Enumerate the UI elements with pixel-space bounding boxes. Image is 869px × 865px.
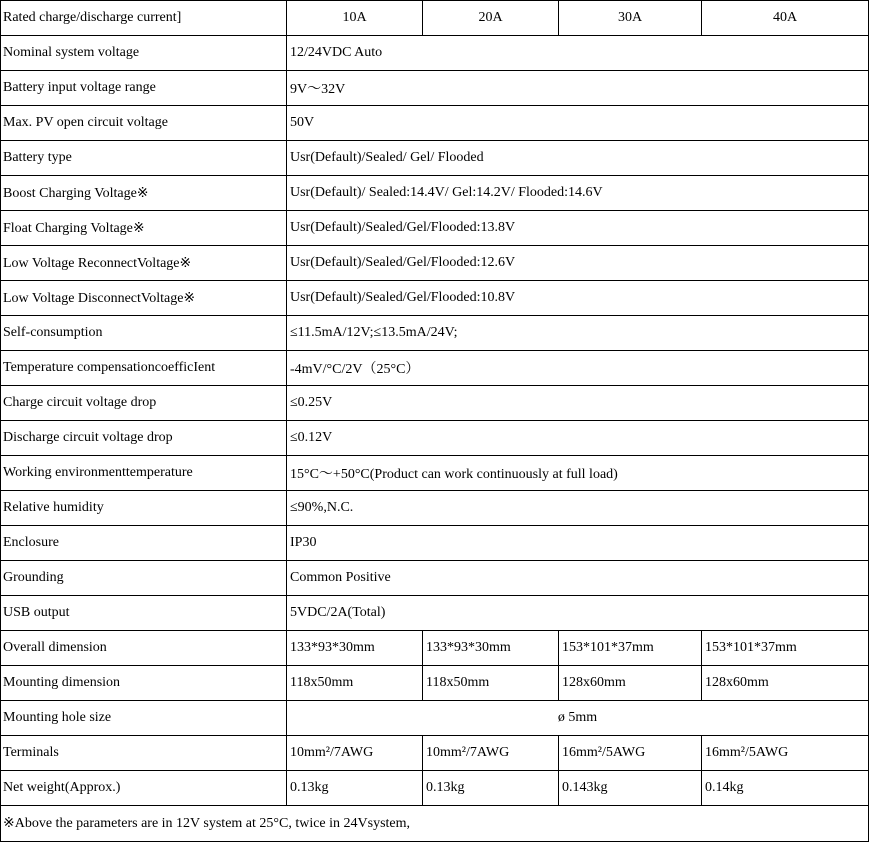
table-row: [1, 71, 869, 106]
table-row: [1, 561, 869, 596]
row-label: Net weight(Approx.): [1, 771, 287, 806]
net-weight-30a: 0.143kg: [559, 771, 702, 806]
overall-dimension-row: [1, 631, 869, 666]
row-value: Usr(Default)/Sealed/Gel/Flooded:10.8V: [287, 281, 869, 316]
row-value: ≤0.25V: [287, 386, 869, 421]
model-30a-header: 30A: [559, 1, 702, 36]
net-weight-40a: 0.14kg: [702, 771, 869, 806]
terminals-row: [1, 736, 869, 771]
table-row: [1, 211, 869, 246]
row-value: 9V～32V: [287, 71, 869, 106]
row-label: Overall dimension: [1, 631, 287, 666]
row-value: IP30: [287, 526, 869, 561]
table-row: [1, 176, 869, 211]
row-label: Enclosure: [1, 526, 287, 561]
terminals-20a: 10mm²/7AWG: [423, 736, 559, 771]
header-label: Rated charge/discharge current]: [1, 1, 287, 36]
table-row: [1, 246, 869, 281]
table-row: [1, 316, 869, 351]
table-row: [1, 526, 869, 561]
row-label: Charge circuit voltage drop: [1, 386, 287, 421]
row-label: Boost Charging Voltage※: [1, 176, 287, 211]
row-label: Self-consumption: [1, 316, 287, 351]
table-row: [1, 141, 869, 176]
row-label: Battery input voltage range: [1, 71, 287, 106]
row-value: Usr(Default)/Sealed/Gel/Flooded:12.6V: [287, 246, 869, 281]
table-row: [1, 386, 869, 421]
table-row: [1, 421, 869, 456]
mounting-dimension-40a: 128x60mm: [702, 666, 869, 701]
row-value: Usr(Default)/Sealed/Gel/Flooded:13.8V: [287, 211, 869, 246]
footnote-row: [1, 806, 869, 842]
table-row: [1, 106, 869, 141]
mounting-dimension-30a: 128x60mm: [559, 666, 702, 701]
overall-dimension-20a: 133*93*30mm: [423, 631, 559, 666]
row-value: 12/24VDC Auto: [287, 36, 869, 71]
overall-dimension-40a: 153*101*37mm: [702, 631, 869, 666]
mounting-dimension-20a: 118x50mm: [423, 666, 559, 701]
row-label: Terminals: [1, 736, 287, 771]
row-label: Mounting hole size: [1, 701, 287, 736]
row-value: Common Positive: [287, 561, 869, 596]
row-label: Low Voltage DisconnectVoltage※: [1, 281, 287, 316]
mounting-dimension-10a: 118x50mm: [287, 666, 423, 701]
mounting-hole-value: ø 5mm: [287, 701, 869, 736]
mounting-dimension-row: [1, 666, 869, 701]
table-row: [1, 36, 869, 71]
row-value: 50V: [287, 106, 869, 141]
row-label: Mounting dimension: [1, 666, 287, 701]
overall-dimension-10a: 133*93*30mm: [287, 631, 423, 666]
row-label: Nominal system voltage: [1, 36, 287, 71]
row-label: Float Charging Voltage※: [1, 211, 287, 246]
terminals-10a: 10mm²/7AWG: [287, 736, 423, 771]
row-label: Battery type: [1, 141, 287, 176]
footnote: ※Above the parameters are in 12V system at 25°C, twice in 24Vsystem,: [1, 806, 869, 842]
table-row: [1, 596, 869, 631]
model-20a-header: 20A: [423, 1, 559, 36]
table-row: [1, 456, 869, 491]
header-row: [1, 1, 869, 36]
mounting-hole-row: [1, 701, 869, 736]
row-value: 5VDC/2A(Total): [287, 596, 869, 631]
model-10a-header: 10A: [287, 1, 423, 36]
row-label: Working environmenttemperature: [1, 456, 287, 491]
terminals-30a: 16mm²/5AWG: [559, 736, 702, 771]
net-weight-20a: 0.13kg: [423, 771, 559, 806]
row-label: Discharge circuit voltage drop: [1, 421, 287, 456]
row-label: Low Voltage ReconnectVoltage※: [1, 246, 287, 281]
row-label: Max. PV open circuit voltage: [1, 106, 287, 141]
row-value: ≤0.12V: [287, 421, 869, 456]
row-label: USB output: [1, 596, 287, 631]
table-row: [1, 281, 869, 316]
terminals-40a: 16mm²/5AWG: [702, 736, 869, 771]
row-label: Temperature compensationcoefficIent: [1, 351, 287, 386]
net-weight-10a: 0.13kg: [287, 771, 423, 806]
table-row: [1, 491, 869, 526]
row-value: Usr(Default)/Sealed/ Gel/ Flooded: [287, 141, 869, 176]
row-value: Usr(Default)/ Sealed:14.4V/ Gel:14.2V/ Flooded:14.6V: [287, 176, 869, 211]
overall-dimension-30a: 153*101*37mm: [559, 631, 702, 666]
row-value: ≤90%,N.C.: [287, 491, 869, 526]
row-value: ≤11.5mA/12V;≤13.5mA/24V;: [287, 316, 869, 351]
row-value: -4mV/°C/2V（25°C）: [287, 351, 869, 386]
table-row: [1, 351, 869, 386]
row-label: Grounding: [1, 561, 287, 596]
row-label: Relative humidity: [1, 491, 287, 526]
model-40a-header: 40A: [702, 1, 869, 36]
row-value: 15°C～+50°C(Product can work continuously at full load): [287, 456, 869, 491]
net-weight-row: [1, 771, 869, 806]
